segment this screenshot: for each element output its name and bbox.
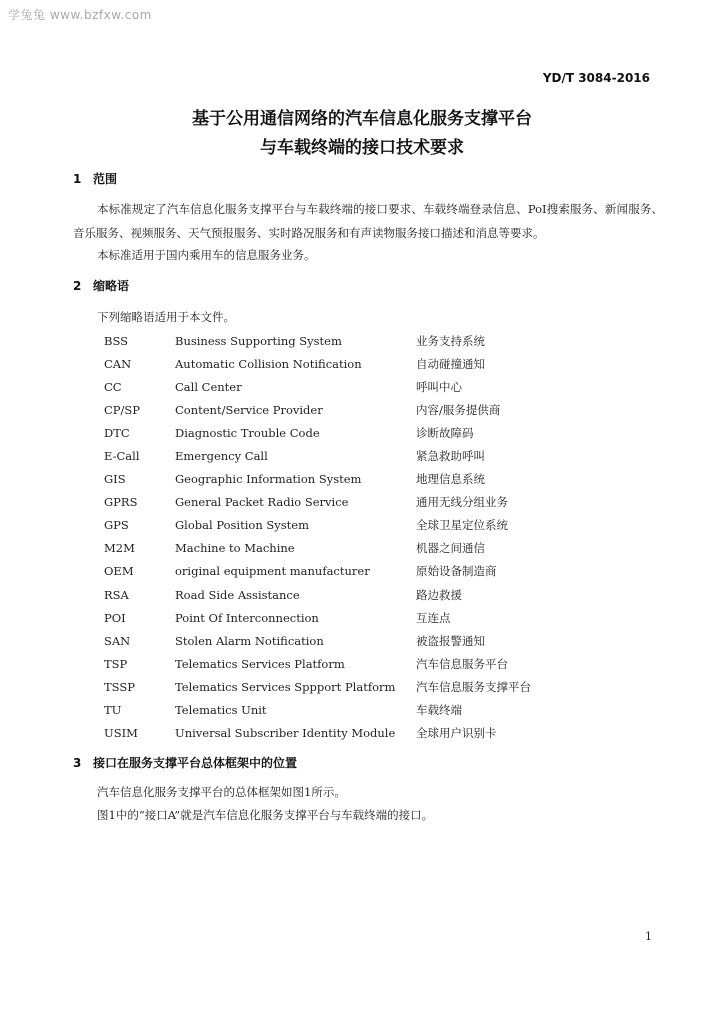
english-term-cell: Telematics Unit bbox=[175, 703, 267, 718]
document-title-line-2: 与车载终端的接口技术要求 bbox=[260, 138, 464, 158]
abbreviation-cell: BSS bbox=[104, 333, 129, 348]
english-term-cell: Stolen Alarm Notification bbox=[175, 633, 324, 648]
chinese-term-cell: 原始设备制造商 bbox=[416, 564, 497, 579]
abbreviation-cell: POI bbox=[104, 610, 126, 625]
table-row bbox=[104, 652, 576, 675]
section-number: 1 bbox=[73, 172, 82, 186]
chinese-term-cell: 诊断故障码 bbox=[416, 425, 474, 440]
chinese-term-cell: 汽车信息服务支撑平台 bbox=[416, 679, 531, 694]
table-row bbox=[104, 468, 576, 491]
english-term-cell: Emergency Call bbox=[175, 449, 268, 464]
table-row bbox=[104, 560, 576, 583]
abbreviation-cell: E-Call bbox=[104, 449, 140, 464]
chinese-term-cell: 全球卫星定位系统 bbox=[416, 518, 508, 533]
english-term-cell: Business Supporting System bbox=[175, 333, 342, 348]
abbreviation-cell: SAN bbox=[104, 633, 131, 648]
english-term-cell: Geographic Information System bbox=[175, 472, 362, 487]
english-term-cell: Road Side Assistance bbox=[175, 587, 300, 602]
section-1-paragraph-2: 本标准适用于国内乘用车的信息服务业务。 bbox=[97, 248, 316, 262]
section-1-heading bbox=[73, 170, 117, 187]
table-row bbox=[104, 375, 576, 398]
abbreviation-cell: USIM bbox=[104, 726, 138, 741]
abbreviation-cell: OEM bbox=[104, 564, 134, 579]
table-row bbox=[104, 629, 576, 652]
english-term-cell: Telematics Services Platform bbox=[175, 656, 345, 671]
table-row bbox=[104, 583, 576, 606]
section-number: 2 bbox=[73, 279, 82, 293]
chinese-term-cell: 地理信息系统 bbox=[416, 472, 485, 487]
abbreviations-table-body bbox=[104, 329, 576, 745]
english-term-cell: Global Position System bbox=[175, 518, 310, 533]
abbreviation-cell: CAN bbox=[104, 356, 132, 371]
chinese-term-cell: 呼叫中心 bbox=[416, 379, 462, 394]
section-3-paragraph-2: 图1中的“接口A”就是汽车信息化服务支撑平台与车载终端的接口。 bbox=[97, 808, 434, 822]
table-row bbox=[104, 675, 576, 698]
abbreviation-cell: GPS bbox=[104, 518, 129, 533]
section-number: 3 bbox=[73, 756, 82, 770]
table-row bbox=[104, 352, 576, 375]
english-term-cell: Diagnostic Trouble Code bbox=[175, 425, 320, 440]
table-row bbox=[104, 398, 576, 421]
section-title: 范围 bbox=[93, 172, 118, 186]
chinese-term-cell: 机器之间通信 bbox=[416, 541, 485, 556]
english-term-cell: Universal Subscriber Identity Module bbox=[175, 726, 396, 741]
english-term-cell: Call Center bbox=[175, 379, 242, 394]
standard-code: YD/T 3084-2016 bbox=[542, 71, 650, 85]
table-row bbox=[104, 444, 576, 467]
page-number: 1 bbox=[645, 930, 652, 943]
watermark: 学兔兔 www.bzfxw.com bbox=[8, 8, 152, 22]
abbreviation-cell: CC bbox=[104, 379, 122, 394]
chinese-term-cell: 被盗报警通知 bbox=[416, 633, 485, 648]
chinese-term-cell: 互连点 bbox=[416, 610, 451, 625]
chinese-term-cell: 内容/服务提供商 bbox=[416, 402, 501, 417]
chinese-term-cell: 自动碰撞通知 bbox=[416, 356, 485, 371]
section-3-heading bbox=[73, 754, 297, 771]
abbreviation-cell: TU bbox=[104, 703, 122, 718]
chinese-term-cell: 通用无线分组业务 bbox=[416, 495, 508, 510]
section-1-paragraph-1: 本标准规定了汽车信息化服务支撑平台与车载终端的接口要求、车载终端登录信息、PoI搜索服务、新闻服务、音乐服务、视频服务、天气预报服务、实时路况服务和有声读物服务接口描述和消息等要求。 bbox=[73, 202, 663, 240]
abbreviation-cell: RSA bbox=[104, 587, 129, 602]
table-row bbox=[104, 537, 576, 560]
chinese-term-cell: 车载终端 bbox=[416, 703, 462, 718]
section-title: 缩略语 bbox=[93, 279, 130, 293]
chinese-term-cell: 全球用户识别卡 bbox=[416, 726, 497, 741]
english-term-cell: Point Of Interconnection bbox=[175, 610, 319, 625]
english-term-cell: original equipment manufacturer bbox=[175, 564, 370, 579]
english-term-cell: General Packet Radio Service bbox=[175, 495, 349, 510]
abbreviations-intro: 下列缩略语适用于本文件。 bbox=[97, 310, 235, 324]
table-row bbox=[104, 491, 576, 514]
table-row bbox=[104, 722, 576, 745]
table-row bbox=[104, 606, 576, 629]
chinese-term-cell: 紧急救助呼叫 bbox=[416, 449, 485, 464]
abbreviation-cell: CP/SP bbox=[104, 402, 141, 417]
table-row bbox=[104, 329, 576, 352]
chinese-term-cell: 路边救援 bbox=[416, 587, 462, 602]
abbreviation-cell: GIS bbox=[104, 472, 126, 487]
chinese-term-cell: 汽车信息服务平台 bbox=[416, 656, 508, 671]
english-term-cell: Automatic Collision Notification bbox=[175, 356, 362, 371]
abbreviation-cell: TSSP bbox=[104, 679, 135, 694]
abbreviations-table bbox=[104, 329, 576, 745]
table-row bbox=[104, 421, 576, 444]
section-3-paragraph-1: 汽车信息化服务支撑平台的总体框架如图1所示。 bbox=[97, 785, 346, 799]
section-2-heading bbox=[73, 277, 129, 294]
abbreviation-cell: TSP bbox=[104, 656, 128, 671]
abbreviation-cell: M2M bbox=[104, 541, 135, 556]
english-term-cell: Telematics Services Sppport Platform bbox=[175, 679, 396, 694]
english-term-cell: Content/Service Provider bbox=[175, 402, 323, 417]
abbreviation-cell: DTC bbox=[104, 425, 130, 440]
document-title-line-1: 基于公用通信网络的汽车信息化服务支撑平台 bbox=[192, 109, 532, 129]
english-term-cell: Machine to Machine bbox=[175, 541, 295, 556]
chinese-term-cell: 业务支持系统 bbox=[416, 333, 485, 348]
table-row bbox=[104, 699, 576, 722]
table-row bbox=[104, 514, 576, 537]
abbreviation-cell: GPRS bbox=[104, 495, 138, 510]
section-title: 接口在服务支撑平台总体框架中的位置 bbox=[93, 756, 298, 770]
